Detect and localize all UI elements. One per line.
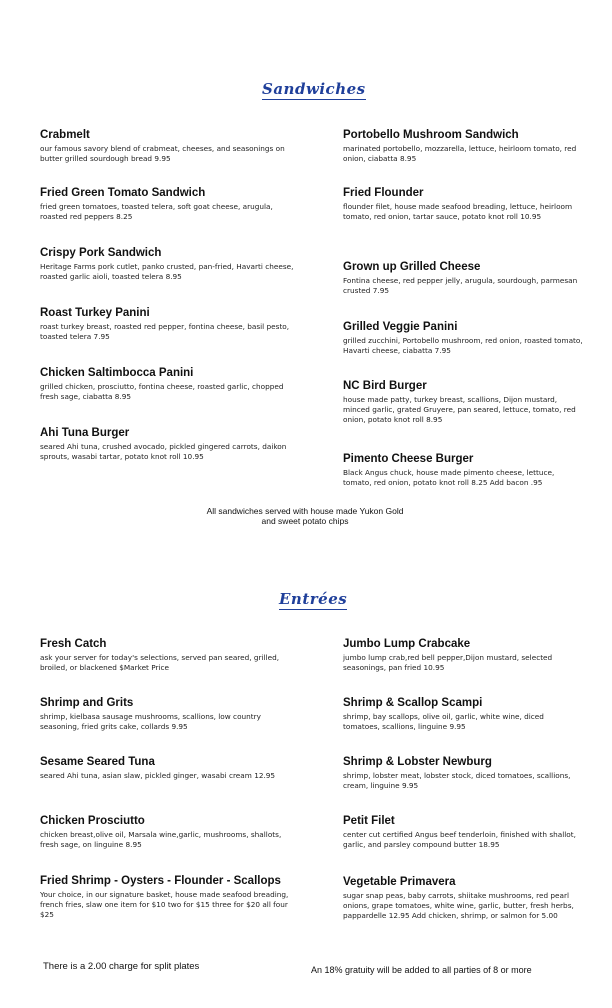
item-description: flounder filet, house made seafood breading, lettuce, heirloom tomato, red onion, tartar sauce, potato knot roll 10.95 bbox=[343, 202, 573, 221]
item-name: Chicken Saltimbocca Panini bbox=[40, 367, 194, 379]
split-plate-note: There is a 2.00 charge for split plates bbox=[43, 961, 200, 972]
sandwiches-note bbox=[150, 506, 460, 526]
menu-item bbox=[343, 320, 583, 356]
item-description: seared Ahi tuna, asian slaw, pickled ginger, wasabi cream 12.95 bbox=[40, 771, 276, 780]
menu-item bbox=[40, 755, 300, 781]
item-name: Shrimp & Scallop Scampi bbox=[343, 697, 483, 709]
item-name: Ahi Tuna Burger bbox=[40, 427, 130, 439]
item-name: Shrimp and Grits bbox=[40, 697, 134, 709]
item-name: Crispy Pork Sandwich bbox=[40, 247, 162, 259]
item-description: Heritage Farms pork cutlet, panko crusted, pan-fried, Havarti cheese, roasted garlic aioli, toasted telera 8.95 bbox=[40, 262, 294, 281]
item-name: Roast Turkey Panini bbox=[40, 307, 150, 319]
heading-underline bbox=[262, 99, 366, 100]
item-name: NC Bird Burger bbox=[343, 380, 427, 392]
menu-item bbox=[343, 637, 583, 673]
menu-item bbox=[343, 128, 583, 164]
note-line: All sandwiches served with house made Yukon Gold bbox=[206, 506, 404, 516]
menu-item bbox=[343, 260, 583, 296]
item-description: house made patty, turkey breast, scallions, Dijon mustard, minced garlic, grated Gruyere, pan seared, lettuce, tomato, red onion, potato knot roll 8.95 bbox=[343, 395, 576, 424]
item-description: Black Angus chuck, house made pimento cheese, lettuce, tomato, red onion, potato knot roll 8.25 Add bacon .95 bbox=[343, 468, 555, 487]
item-description: sugar snap peas, baby carrots, shiitake mushrooms, red pearl onions, grape tomatoes, white wine, garlic, butter, fresh herbs, pappardelle 12.95 Add chicken, shrimp, or salmon for 5.00 bbox=[343, 891, 574, 920]
item-description: our famous savory blend of crabmeat, cheeses, and seasonings on butter grilled sourdough bread 9.95 bbox=[40, 144, 285, 163]
item-name: Grown up Grilled Cheese bbox=[343, 261, 481, 273]
menu-item bbox=[40, 426, 300, 462]
menu-item bbox=[343, 814, 583, 850]
menu-item bbox=[40, 366, 300, 402]
item-description: grilled zucchini, Portobello mushroom, red onion, roasted tomato, Havarti cheese, ciabatta 7.95 bbox=[343, 336, 583, 355]
menu-item bbox=[343, 186, 583, 222]
item-name: Chicken Prosciutto bbox=[40, 815, 145, 827]
menu-item bbox=[40, 696, 300, 732]
item-name: Sesame Seared Tuna bbox=[40, 756, 155, 768]
sandwiches-heading: Sandwiches bbox=[262, 80, 366, 98]
item-description: ask your server for today's selections, served pan seared, grilled, broiled, or blackened $Market Price bbox=[40, 653, 280, 672]
menu-item bbox=[40, 306, 300, 342]
menu-item bbox=[40, 186, 300, 222]
item-description: center cut certified Angus beef tenderloin, finished with shallot, garlic, and parsley compound butter 18.95 bbox=[343, 830, 576, 849]
item-description: grilled chicken, prosciutto, fontina cheese, roasted garlic, chopped fresh sage, ciabatta 8.95 bbox=[40, 382, 284, 401]
item-name: Pimento Cheese Burger bbox=[343, 453, 474, 465]
item-description: shrimp, kielbasa sausage mushrooms, scallions, low country seasoning, fried grits cake, collards 9.95 bbox=[40, 712, 261, 731]
menu-item bbox=[343, 755, 583, 791]
item-description: fried green tomatoes, toasted telera, soft goat cheese, arugula, roasted red peppers 8.25 bbox=[40, 202, 273, 221]
menu-item bbox=[343, 875, 583, 921]
item-name: Crabmelt bbox=[40, 129, 90, 141]
item-description: marinated portobello, mozzarella, lettuce, heirloom tomato, red onion, ciabatta 8.95 bbox=[343, 144, 577, 163]
item-name: Portobello Mushroom Sandwich bbox=[343, 129, 519, 141]
menu-item bbox=[40, 874, 300, 920]
gratuity-note: An 18% gratuity will be added to all parties of 8 or more bbox=[311, 965, 532, 975]
menu-item bbox=[343, 379, 583, 425]
item-description: shrimp, lobster meat, lobster stock, diced tomatoes, scallions, cream, linguine 9.95 bbox=[343, 771, 571, 790]
menu-item bbox=[40, 637, 300, 673]
item-name: Fried Green Tomato Sandwich bbox=[40, 187, 206, 199]
item-description: seared Ahi tuna, crushed avocado, pickled gingered carrots, daikon sprouts, wasabi tartar, potato knot roll 10.95 bbox=[40, 442, 287, 461]
item-description: Your choice, in our signature basket, house made seafood breading, french fries, slaw one item for $10 two for $15 three for $20 all four $25 bbox=[40, 890, 289, 919]
heading-underline bbox=[279, 609, 347, 610]
item-name: Jumbo Lump Crabcake bbox=[343, 638, 471, 650]
item-name: Fresh Catch bbox=[40, 638, 107, 650]
menu-item bbox=[343, 696, 583, 732]
menu-item bbox=[40, 128, 300, 164]
menu-item bbox=[40, 814, 300, 850]
item-description: Fontina cheese, red pepper jelly, arugula, sourdough, parmesan crusted 7.95 bbox=[343, 276, 578, 295]
item-name: Fried Flounder bbox=[343, 187, 424, 199]
item-description: roast turkey breast, roasted red pepper, fontina cheese, basil pesto, toasted telera 7.95 bbox=[40, 322, 290, 341]
menu-item bbox=[343, 452, 583, 488]
menu-item bbox=[40, 246, 300, 282]
item-name: Petit Filet bbox=[343, 815, 395, 827]
entrees-heading: Entrées bbox=[279, 590, 348, 608]
item-description: jumbo lump crab,red bell pepper,Dijon mustard, selected seasonings, pan fried 10.95 bbox=[343, 653, 553, 672]
item-name: Vegetable Primavera bbox=[343, 876, 456, 888]
item-description: shrimp, bay scallops, olive oil, garlic, white wine, diced tomatoes, scallions, linguine 9.95 bbox=[343, 712, 544, 731]
note-line: and sweet potato chips bbox=[261, 516, 349, 526]
item-name: Shrimp & Lobster Newburg bbox=[343, 756, 492, 768]
item-description: chicken breast,olive oil, Marsala wine,garlic, mushrooms, shallots, fresh sage, on linguine 8.95 bbox=[40, 830, 282, 849]
item-name: Grilled Veggie Panini bbox=[343, 321, 458, 333]
item-name: Fried Shrimp - Oysters - Flounder - Scallops bbox=[40, 875, 281, 887]
